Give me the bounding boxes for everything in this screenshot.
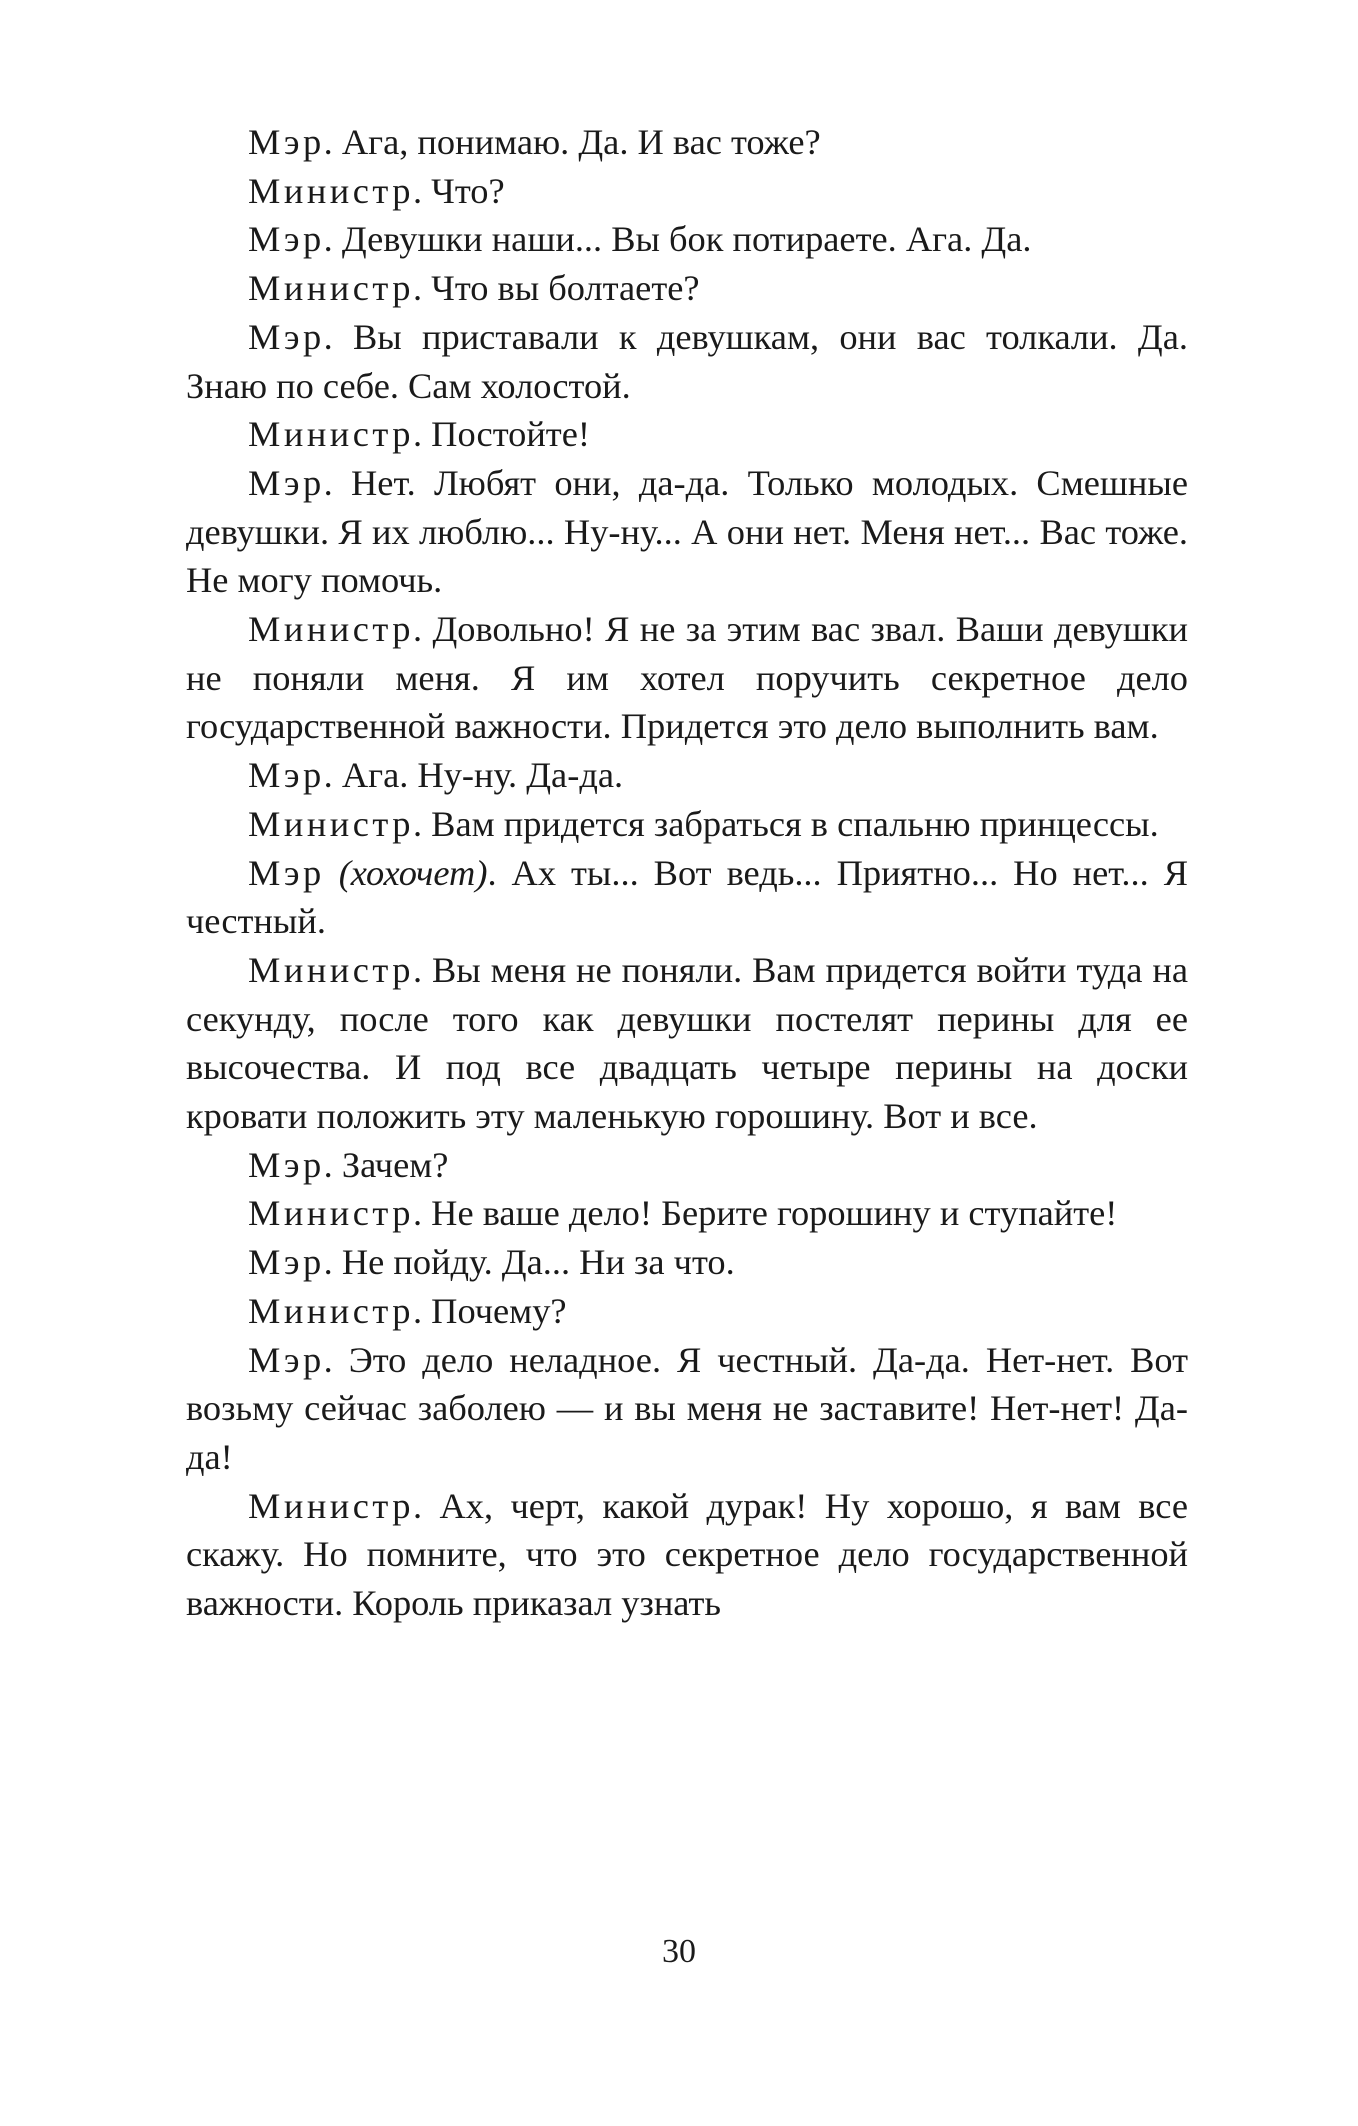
page-number: 30 (662, 1933, 696, 1970)
speaker-name: Министр (248, 414, 414, 455)
dialogue-line (186, 1287, 1188, 1336)
speaker-name: Мэр (248, 462, 325, 503)
speaker-name: Мэр (248, 1144, 325, 1185)
speaker-name: Министр (248, 1485, 414, 1526)
speaker-name: Мэр (248, 316, 325, 357)
dialogue-line (186, 215, 1188, 264)
speaker-name: Министр (248, 949, 414, 990)
dialogue-line (186, 849, 1188, 946)
dialogue-line (186, 410, 1188, 459)
line-text: . Ах ты... Вот ведь... Приятно... Но нет... Я честный. (186, 852, 1188, 942)
line-text: . Вам придется забраться в спальню принцессы. (412, 803, 1159, 844)
speaker-name: Министр (248, 609, 414, 650)
speaker-name: Мэр (248, 219, 325, 260)
line-text: . Ага, понимаю. Да. И вас тоже? (323, 122, 821, 162)
dialogue-line (186, 751, 1188, 800)
speaker-name: Министр (248, 1290, 414, 1331)
line-text: . Не ваше дело! Берите горошину и ступайте! (412, 1193, 1118, 1234)
line-text: . Ага. Ну-ну. Да-да. (323, 755, 624, 796)
line-text: . Зачем? (323, 1144, 449, 1185)
line-text: . Нет. Любят они, да-да. Только молодых. Смешные девушки. Я их люблю... Ну-ну... А они нет. Меня нет... Вас тоже. Не могу помочь. (186, 462, 1188, 601)
speaker-name: Мэр (248, 755, 325, 796)
dialogue-line (186, 459, 1188, 605)
line-text: . Девушки наши... Вы бок потираете. Ага. Да. (323, 219, 1032, 260)
dialogue-line (186, 1189, 1188, 1238)
line-text: . Почему? (412, 1290, 567, 1331)
dialogue-line (186, 264, 1188, 313)
speaker-name: Министр (248, 268, 414, 309)
line-text: . Вы приставали к девушкам, они вас толкали. Да. Знаю по себе. Сам холостой. (186, 316, 1188, 406)
dialogue-line (186, 605, 1188, 751)
speaker-name: Министр (248, 803, 414, 844)
speaker-name: Министр (248, 1193, 414, 1234)
dialogue-line (186, 313, 1188, 410)
speaker-name: Мэр (248, 1242, 325, 1283)
stage-direction: (хохочет) (338, 852, 488, 893)
speaker-name: Мэр (248, 852, 325, 893)
dialogue-line (186, 118, 1188, 167)
dialogue-line (186, 946, 1188, 1141)
line-text: . Что вы болтаете? (412, 268, 700, 309)
page-text (186, 118, 1188, 1628)
speaker-name: Мэр (248, 122, 325, 162)
speaker-name: Министр (248, 170, 414, 211)
line-text: . Что? (412, 170, 505, 211)
line-text: . Постойте! (412, 414, 590, 455)
speaker-name: Мэр (248, 1339, 325, 1380)
line-text: . Ах, черт, какой дурак! Ну хорошо, я вам все скажу. Но помните, что это секретное дело государственной важности. Король приказал узнать (186, 1485, 1188, 1624)
dialogue-line (186, 1141, 1188, 1190)
dialogue-line (186, 1238, 1188, 1287)
line-text: . Не пойду. Да... Ни за что. (323, 1242, 735, 1283)
line-text: . Вы меня не поняли. Вам придется войти туда на секунду, после того как девушки постелят перины для ее высочества. И под все двадцать четыре перины на доски кровати положить эту маленькую горошину. Вот и все. (186, 949, 1188, 1137)
dialogue-line (186, 167, 1188, 216)
dialogue-line (186, 800, 1188, 849)
line-text: . Это дело неладное. Я честный. Да-да. Нет-нет. Вот возьму сейчас заболею — и вы меня не заставите! Нет-нет! Да-да! (186, 1339, 1188, 1477)
dialogue-line (186, 1482, 1188, 1628)
line-text: . Довольно! Я не за этим вас звал. Ваши девушки не поняли меня. Я им хотел поручить секретное дело государственной важности. Придется это дело выполнить вам. (186, 609, 1188, 747)
dialogue-line (186, 1336, 1188, 1482)
